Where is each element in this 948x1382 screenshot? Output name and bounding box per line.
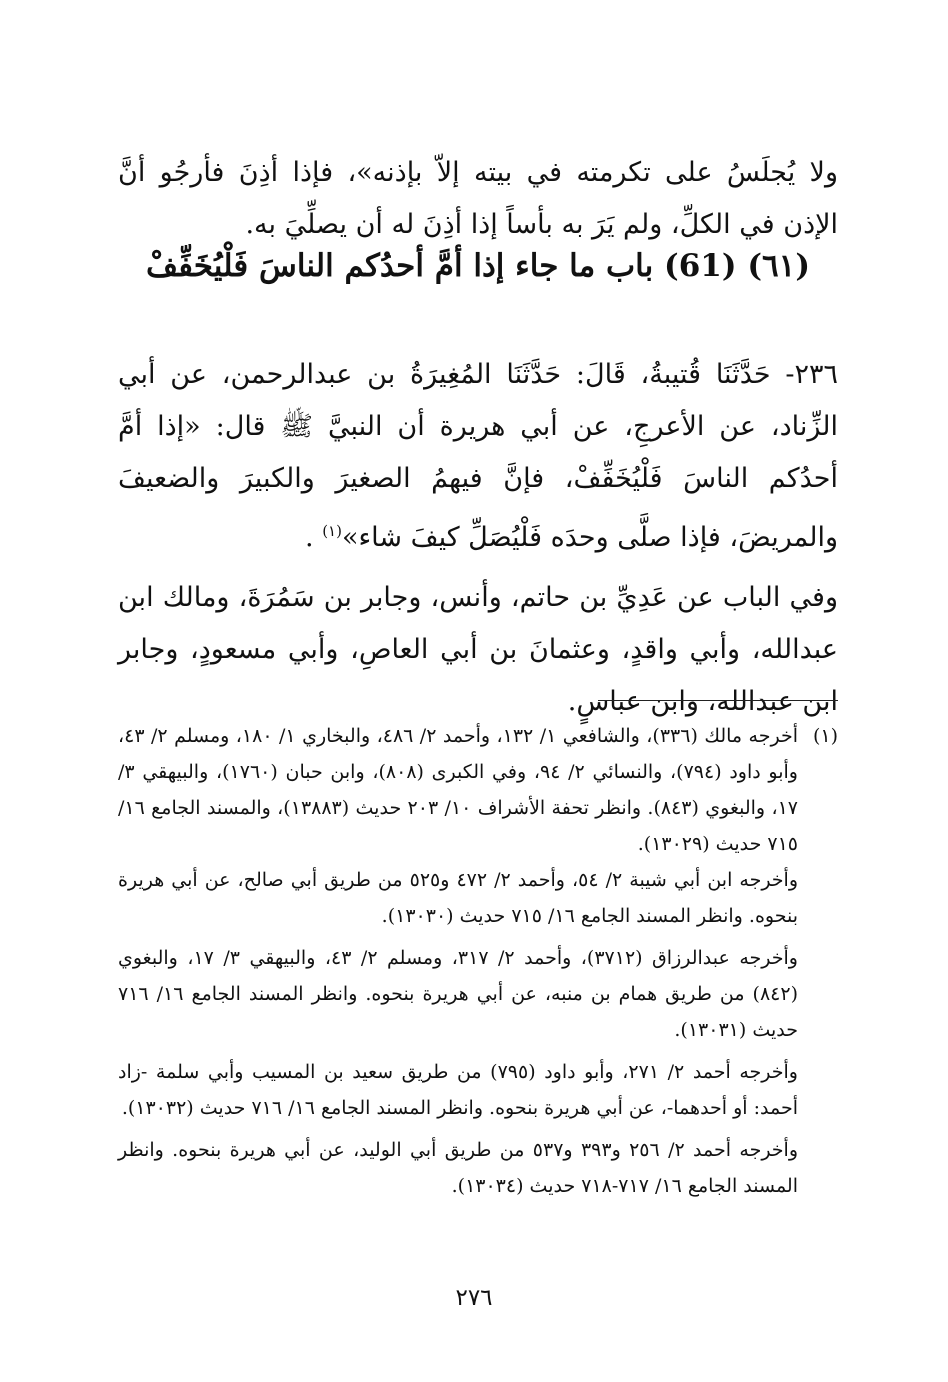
in-the-chapter-paragraph: وفي الباب عن عَدِيِّ بن حاتم، وأنس، وجابر بن سَمُرَةَ، ومالك ابن عبدالله، وأبي واقدٍ، وعثمانَ بن أبي العاصِ، وأبي مسعودٍ، وجابر ابن عبدالله، وابن عباسٍ. bbox=[118, 582, 838, 717]
footnote-continuation: وأخرجه أحمد ٢/ ٢٧١، وأبو داود (٧٩٥) من طريق سعيد بن المسيب وأبي سلمة -زاد أحمد: أو أحدهما-، عن أبي هريرة بنحوه. وانظر المسند الجامع ١٦/ ٧١٦ حديث (١٣٠٣٢). bbox=[118, 1061, 798, 1119]
footnote-number: (١) bbox=[812, 725, 838, 747]
footnotes bbox=[118, 718, 838, 1210]
hadith-trailing: . bbox=[305, 522, 323, 553]
chapter-heading: (٦١) (61) باب ما جاء إذا أمَّ أحدُكم الناسَ فَلْيُخَفِّفْ bbox=[146, 248, 810, 284]
footnote-continuation: وأخرجه عبدالرزاق (٣٧١٢)، وأحمد ٢/ ٣١٧، ومسلم ٢/ ٤٣، والبيهقي ٣/ ١٧، والبغوي (٨٤٢) من طريق همام بن منبه، عن أبي هريرة بنحوه. وانظر المسند الجامع ١٦/ ٧١٦ حديث (١٣٠٣١). bbox=[118, 947, 798, 1041]
footnote-text: أخرجه مالك (٣٣٦)، والشافعي ١/ ١٣٢، وأحمد ٢/ ٤٨٦، والبخاري ١/ ١٨٠، ومسلم ٢/ ٤٣، وأبو داود (٧٩٤)، والنسائي ٢/ ٩٤، وفي الكبرى (٨٠٨)، وابن حبان (١٧٦٠)، والبيهقي ٣/ ١٧، والبغوي (٨٤٣). وانظر تحفة الأشراف ١٠/ ٢٠٣ حديث (١٣٨٨٣)، والمسند الجامع ١٦/ ٧١٥ حديث (١٣٠٢٩). bbox=[118, 725, 798, 855]
hadith-text: ٢٣٦- حَدَّثَنَا قُتيبةُ، قَالَ: حَدَّثَنَا المُغِيرَةُ بن عبدالرحمن، عن أبي الزِّناد، عن الأعرجِ، عن أبي هريرة أن النبيَّ ﷺ قال: «إذا أمَّ أحدُكم الناسَ فَلْيُخَفِّفْ، فإنَّ فيهمُ الصغيرَ والكبيرَ والضعيفَ والمريضَ، فإذا صلَّى وحدَه فَلْيُصَلِّ كيفَ شاء» bbox=[118, 359, 838, 553]
footnote-reference: (١) bbox=[322, 522, 342, 540]
hadith-paragraph bbox=[118, 349, 838, 564]
footnote-1 bbox=[118, 718, 838, 862]
footnote-divider bbox=[598, 700, 838, 701]
footnote-continuation: وأخرجه أحمد ٢/ ٢٥٦ و٣٩٣ و٥٣٧ من طريق أبي الوليد، عن أبي هريرة بنحوه. وانظر المسند الجامع ١٦/ ٧١٧-٧١٨ حديث (١٣٠٣٤). bbox=[118, 1139, 798, 1197]
footnote-continuation: وأخرجه ابن أبي شيبة ٢/ ٥٤، وأحمد ٢/ ٤٧٢ و٥٢٥ من طريق أبي صالح، عن أبي هريرة بنحوه. وانظر المسند الجامع ١٦/ ٧١٥ حديث (١٣٠٣٠). bbox=[118, 869, 798, 927]
intro-paragraph: ولا يُجلَسُ على تكرمته في بيته إلاّ بإذنه»، فإذا أذِنَ فأرجُو أنَّ الإذن في الكلِّ، ولم يَرَ به بأساً إذا أذِنَ له أن يصلِّيَ به. bbox=[118, 157, 838, 240]
page-number: ٢٧٦ bbox=[455, 1285, 493, 1311]
